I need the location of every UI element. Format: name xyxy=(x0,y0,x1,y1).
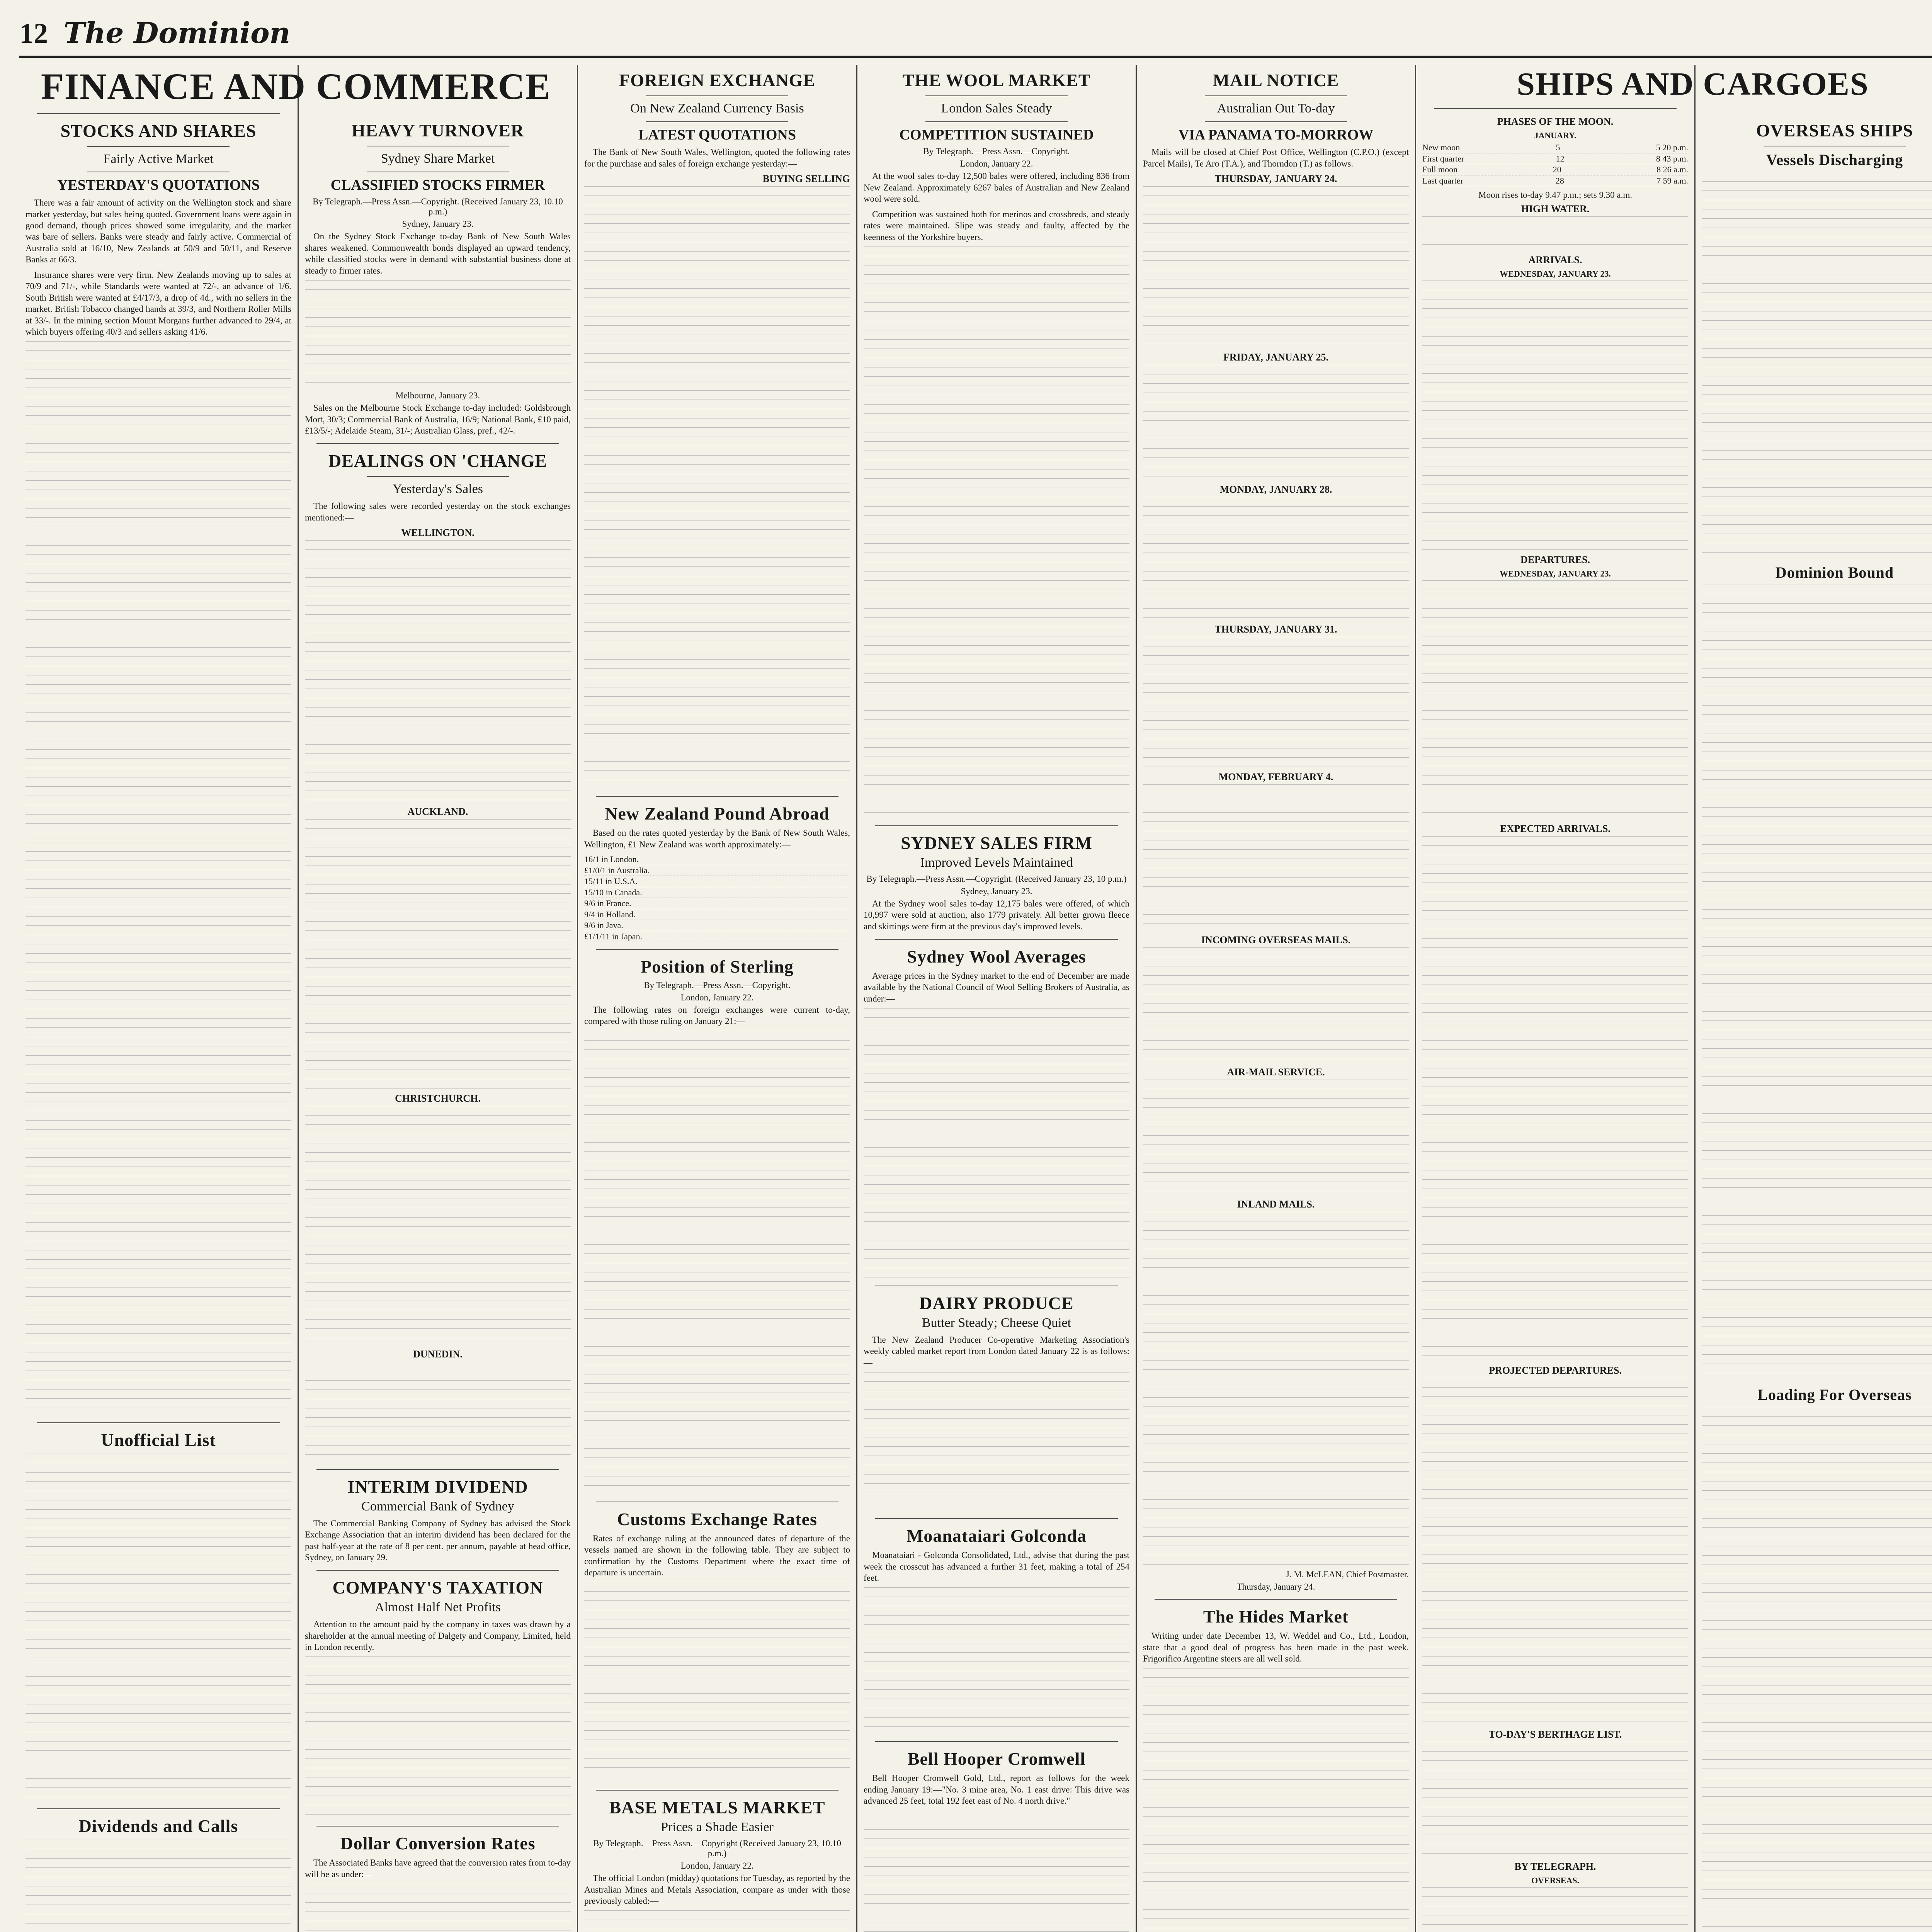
discharging-text xyxy=(1702,172,1932,558)
dominion-bound-text xyxy=(1702,585,1932,1381)
sydney-sales-header xyxy=(864,833,1129,871)
telegraph-line: By Telegraph.—Press Assn.—Copyright. xyxy=(644,980,791,990)
customs-heading: Customs Exchange Rates xyxy=(617,1509,817,1529)
stocks-heading: STOCKS AND SHARES xyxy=(60,121,257,141)
telegraph-line: By Telegraph.—Press Assn.—Copyright. (Received January 23, 10 p.m.) xyxy=(866,874,1127,884)
sydney-market-heading: HEAVY TURNOVER xyxy=(351,121,524,140)
sterling-header xyxy=(584,957,850,977)
arrivals-text xyxy=(1422,281,1688,551)
pound-abroad-header xyxy=(584,804,850,824)
pound-abroad-list xyxy=(584,854,850,942)
divider xyxy=(596,1790,838,1791)
mail-day: FRIDAY, JANUARY 25. xyxy=(1223,352,1329,363)
city-christchurch: CHRISTCHURCH. xyxy=(395,1093,481,1104)
interim-subheading: Commercial Bank of Sydney xyxy=(361,1499,514,1514)
foreign-exchange-subheading: On New Zealand Currency Basis xyxy=(630,101,804,116)
dairy-text xyxy=(864,1372,1129,1511)
list-item: 15/10 in Canada. xyxy=(584,887,850,898)
divider xyxy=(316,443,559,444)
auckland-sales xyxy=(305,819,571,1090)
moon-phases-list xyxy=(1422,142,1688,186)
mail-paragraph: Mails will be closed at Chief Post Office, Wellington (C.P.O.) (except Parcel Mails), Te Aro (T.A.), and Thorndon (T.) as follows. xyxy=(1143,147,1409,168)
wool-averages-paragraph: Average prices in the Sydney market to the end of December are made available by the National Council of Wool Selling Brokers of Australia, as under:— xyxy=(864,971,1129,1003)
wool-averages-header xyxy=(864,947,1129,967)
stocks-subheading: Fairly Active Market xyxy=(103,151,214,166)
golconda-heading: Moanataiari Golconda xyxy=(906,1526,1087,1546)
overseas-ships-header xyxy=(1702,121,1932,169)
masthead xyxy=(19,15,1932,58)
wool-paragraph-1: At the wool sales to-day 12,500 bales were offered, including 836 from New Zealand. Approximately 6267 bales of Australian and New Zealand wool were sold. xyxy=(864,171,1129,204)
taxation-text xyxy=(305,1656,571,1819)
inland-mails-heading: INLAND MAILS. xyxy=(1237,1199,1315,1210)
foreign-exchange-heading: FOREIGN EXCHANGE xyxy=(619,70,815,90)
divider xyxy=(1155,1599,1397,1600)
foreign-exchange-header xyxy=(584,70,850,143)
incoming-mails-heading: INCOMING OVERSEAS MAILS. xyxy=(1201,934,1351,946)
wool-prices-table xyxy=(864,247,1129,818)
stocks-paragraph-1: There was a fair amount of activity on the Wellington stock and share market yesterday, but sales being quoted. Government loans were again in good demand, though prices showed some irregularity, and the market was bare of sellers. Banks were steady and fairly active. Commercial of Australia sold at 16/10, New Zealands at 50/9 and 50/11, and Reserve Banks at 66/3. xyxy=(26,198,291,265)
mail-day: MONDAY, FEBRUARY 4. xyxy=(1218,771,1333,783)
departures-text xyxy=(1422,580,1688,820)
dividends-heading: Dividends and Calls xyxy=(78,1816,238,1836)
unofficial-header xyxy=(26,1430,291,1451)
list-item: £1/1/11 in Japan. xyxy=(584,931,850,942)
interim-paragraph: The Commercial Banking Company of Sydney has advised the Stock Exchange Association that an interim dividend has been declared for the past half-year at the rate of 8 per cent. per annum, payable at head office, Sydney, on January 29. xyxy=(305,1518,571,1562)
list-item: 15/11 in U.S.A. xyxy=(584,876,850,887)
unofficial-heading: Unofficial List xyxy=(101,1430,216,1450)
page-number: 12 xyxy=(19,18,48,49)
city-wellington: WELLINGTON. xyxy=(401,527,474,538)
masthead-left xyxy=(19,17,290,50)
divider xyxy=(875,1741,1118,1742)
divider xyxy=(316,1826,559,1827)
column-3 xyxy=(578,65,857,1932)
dealings-subheading: Yesterday's Sales xyxy=(392,482,483,497)
hides-heading: The Hides Market xyxy=(1203,1607,1349,1627)
quotations-table xyxy=(26,341,291,1415)
sterling-paragraph: The following rates on foreign exchanges were current to-day, compared with those ruling on January 21:— xyxy=(584,1005,850,1026)
divider xyxy=(596,949,838,950)
customs-table xyxy=(584,1582,850,1783)
dominion-bound-heading: Dominion Bound xyxy=(1775,563,1894,581)
divider xyxy=(37,1808,280,1809)
sydney-sales-paragraph: At the Sydney wool sales to-day 12,175 bales were offered, of which 10,997 were sold at auction, also 1779 privately. All better grown fleece and skirtings were firm at the previous day's improved levels. xyxy=(864,898,1129,931)
air-mail-heading: AIR-MAIL SERVICE. xyxy=(1227,1066,1325,1078)
list-item: 16/1 in London. xyxy=(584,854,850,865)
list-item: 9/6 in Java. xyxy=(584,920,850,931)
dealings-paragraph: The following sales were recorded yesterday on the stock exchanges mentioned:— xyxy=(305,501,571,522)
dunedin-sales xyxy=(305,1362,571,1462)
exchange-table xyxy=(584,186,850,789)
dateline: Sydney, January 23. xyxy=(402,219,474,229)
moon-month: JANUARY. xyxy=(1534,131,1577,141)
departures-day: WEDNESDAY, JANUARY 23. xyxy=(1500,569,1611,579)
customs-header xyxy=(584,1509,850,1530)
telegraph-line: By Telegraph.—Press Assn.—Copyright. xyxy=(923,146,1070,156)
golconda-paragraph: Moanataiari - Golconda Consolidated, Ltd., advise that during the past week the crosscut has advanced a further 31 feet, making a total of 254 feet. xyxy=(864,1550,1129,1583)
high-water-heading: HIGH WATER. xyxy=(1521,203,1590,215)
divider xyxy=(646,121,788,122)
golconda-text xyxy=(864,1587,1129,1734)
mail-day: THURSDAY, JANUARY 31. xyxy=(1214,624,1337,635)
base-metals-heading: BASE METALS MARKET xyxy=(609,1798,825,1818)
stocks-paragraph-2: Insurance shares were very firm. New Zealands moving up to sales at 70/9 and 71/-, while Standards were wanted at 72/-, an advance of 1/6. South British were wanted at £4/17/3, a drop of 4d., with no sellers in the market. British Tobacco changed hands at 39/3, and Northern Roller Mills at 33/-. In the mining section Mount Morgans further advanced to 29/4, at which buyers offering 40/3 and sellers asking 41/6. xyxy=(26,270,291,337)
list-item: £1/0/1 in Australia. xyxy=(584,865,850,876)
dairy-header xyxy=(864,1293,1129,1331)
foreign-exchange-heading-2: LATEST QUOTATIONS xyxy=(638,126,796,143)
loading-overseas-text xyxy=(1702,1407,1932,1932)
mail-day-text xyxy=(1143,784,1409,931)
moonrise-line: Moon rises to-day 9.47 p.m.; sets 9.30 a.m. xyxy=(1478,190,1632,200)
loading-overseas-header xyxy=(1702,1386,1932,1404)
cromwell-header xyxy=(864,1749,1129,1769)
finance-banner: FINANCE AND COMMERCE xyxy=(41,66,551,107)
divider xyxy=(875,1518,1118,1519)
telegraph-line: By Telegraph.—Press Assn.—Copyright. (Received January 23, 10.10 p.m.) xyxy=(313,197,563,217)
divider xyxy=(37,1422,280,1423)
cromwell-paragraph: Bell Hooper Cromwell Gold, Ltd., report as follows for the week ending January 19:—"No. 3 mine area, No. 1 east drive: This drive was advanced 25 feet, total 192 feet east of No. 4 north drive." xyxy=(864,1773,1129,1806)
divider xyxy=(87,146,230,147)
dealings-header xyxy=(305,451,571,497)
sydney-sales-heading: SYDNEY SALES FIRM xyxy=(901,833,1092,853)
divider xyxy=(925,121,1068,122)
divider xyxy=(1434,108,1677,109)
telegraph-line: By Telegraph.—Press Assn.—Copyright (Received January 23, 10.10 p.m.) xyxy=(593,1838,841,1859)
wool-market-header xyxy=(864,70,1129,143)
sydney-sales-text xyxy=(305,280,571,388)
column-2 xyxy=(299,65,578,1932)
sydney-sales-subheading: Improved Levels Maintained xyxy=(920,855,1073,870)
wool-paragraph-2: Competition was sustained both for merinos and crossbreds, and steady rates were maintained. Slipe was steady and faulty, affected by the keenness of the Yorkshire buyers. xyxy=(864,209,1129,242)
mail-notice-header xyxy=(1143,70,1409,143)
overseas-label: OVERSEAS. xyxy=(1531,1876,1580,1886)
list-item: New moon 5 5 20 p.m. xyxy=(1422,142,1688,153)
dollar-header xyxy=(305,1833,571,1854)
shipping-banner: SHIPS AND CARGOES xyxy=(1517,66,1869,102)
taxation-paragraph: Attention to the amount paid by the company in taxes was drawn by a shareholder at the annual meeting of Dalgety and Company, Limited, held in London recently. xyxy=(305,1619,571,1652)
melbourne-paragraph: Sales on the Melbourne Stock Exchange to-day included: Goldsbrough Mort, 30/3; Commercial Bank of Australia, 16/9; National Bank, £10 paid, £13/5/-; Adelaide Steam, 31/-; Australian Glass, pref., 42/-. xyxy=(305,403,571,435)
dateline: Sydney, January 23. xyxy=(961,886,1032,896)
hides-text xyxy=(1143,1668,1409,1932)
projected-departures-text xyxy=(1422,1378,1688,1726)
hides-header xyxy=(1143,1607,1409,1627)
interim-header xyxy=(305,1477,571,1515)
divider xyxy=(596,796,838,797)
projected-departures-heading: PROJECTED DEPARTURES. xyxy=(1489,1365,1622,1376)
base-metals-paragraph: The official London (midday) quotations for Tuesday, as reported by the Australian Mines and Metals Association, compare as under with those previously cabled:— xyxy=(584,1873,850,1906)
column-5 xyxy=(1137,65,1416,1932)
sydney-market-heading-2: CLASSIFIED STOCKS FIRMER xyxy=(330,177,545,193)
list-item: 9/4 in Holland. xyxy=(584,909,850,920)
divider xyxy=(1205,121,1347,122)
pound-abroad-paragraph: Based on the rates quoted yesterday by the Bank of New South Wales, Wellington, £1 New Zealand was worth approximately:— xyxy=(584,828,850,849)
divider xyxy=(875,825,1118,826)
columns xyxy=(19,65,1932,1932)
cromwell-heading: Bell Hooper Cromwell xyxy=(907,1749,1086,1769)
taxation-heading: COMPANY'S TAXATION xyxy=(332,1578,543,1598)
arrivals-day: WEDNESDAY, JANUARY 23. xyxy=(1500,269,1611,279)
overseas-ships-heading: OVERSEAS SHIPS xyxy=(1756,121,1913,140)
column-4 xyxy=(857,65,1137,1932)
divider xyxy=(875,939,1118,940)
moon-phases-heading: PHASES OF THE MOON. xyxy=(1497,116,1614,128)
dominion-bound-header xyxy=(1702,564,1932,582)
postmaster-signature: J. M. McLEAN, Chief Postmaster. xyxy=(1286,1570,1409,1580)
mail-date: Thursday, January 24. xyxy=(1236,1582,1315,1592)
dairy-paragraph: The New Zealand Producer Co-operative Marketing Association's weekly cabled market report from London dated January 22 is as follows:— xyxy=(864,1335,1129,1367)
wellington-sales xyxy=(305,540,571,803)
sydney-paragraph-1: On the Sydney Stock Exchange to-day Bank of New South Wales shares weakened. Commonwealth bonds displayed an upward tendency, while classified stocks were in demand with substantial business done at steady to firmer rates. xyxy=(305,231,571,276)
dateline: London, January 22. xyxy=(680,992,754,1002)
expected-arrivals-heading: EXPECTED ARRIVALS. xyxy=(1500,823,1611,835)
stocks-header xyxy=(26,121,291,194)
loading-overseas-heading: Loading For Overseas xyxy=(1757,1386,1912,1403)
sterling-heading: Position of Sterling xyxy=(641,957,794,977)
divider xyxy=(316,1570,559,1571)
dollar-heading: Dollar Conversion Rates xyxy=(340,1833,536,1854)
city-dunedin: DUNEDIN. xyxy=(413,1349,463,1360)
divider xyxy=(37,113,280,114)
wool-averages-heading: Sydney Wool Averages xyxy=(907,947,1086,966)
mail-notice-heading-2: VIA PANAMA TO-MORROW xyxy=(1178,126,1374,143)
mail-day-text xyxy=(1143,637,1409,768)
taxation-header xyxy=(305,1578,571,1616)
dairy-subheading: Butter Steady; Cheese Quiet xyxy=(922,1316,1071,1330)
mail-day: MONDAY, JANUARY 28. xyxy=(1219,484,1332,495)
metals-table xyxy=(584,1910,850,1932)
wool-market-heading: THE WOOL MARKET xyxy=(902,70,1091,90)
column-7 xyxy=(1696,65,1932,1932)
departures-heading: DEPARTURES. xyxy=(1520,554,1590,566)
dairy-heading: DAIRY PRODUCE xyxy=(919,1293,1074,1313)
mail-notice-subheading: Australian Out To-day xyxy=(1217,101,1335,116)
divider xyxy=(367,476,509,477)
dividends-header xyxy=(26,1816,291,1837)
stocks-heading-2: YESTERDAY'S QUOTATIONS xyxy=(57,177,260,194)
dollar-paragraph: The Associated Banks have agreed that the conversion rates from to-day will be as under:— xyxy=(305,1858,571,1879)
dateline: London, January 22. xyxy=(680,1861,754,1871)
wool-averages-table xyxy=(864,1008,1129,1279)
dateline: London, January 22. xyxy=(960,159,1033,169)
wool-market-heading-2: COMPETITION SUSTAINED xyxy=(899,126,1094,143)
interim-heading: INTERIM DIVIDEND xyxy=(347,1477,528,1497)
buying-selling-header: BUYING SELLING xyxy=(762,173,850,185)
divider xyxy=(316,1469,559,1470)
list-item: 9/6 in France. xyxy=(584,898,850,909)
base-metals-header xyxy=(584,1798,850,1835)
customs-paragraph: Rates of exchange ruling at the announced dates of departure of the vessels named are shown in the following table. They are subject to confirmation by the Customs Department where the exact time of departure is uncertain. xyxy=(584,1533,850,1577)
mail-notice-heading: MAIL NOTICE xyxy=(1213,70,1339,90)
dollar-table xyxy=(305,1884,571,1932)
incoming-mails-text xyxy=(1143,947,1409,1063)
list-item: First quarter 12 8 43 p.m. xyxy=(1422,153,1688,165)
expected-arrivals-text xyxy=(1422,836,1688,1362)
discharging-heading: Vessels Discharging xyxy=(1766,151,1903,168)
berthage-heading: TO-DAY'S BERTHAGE LIST. xyxy=(1488,1729,1622,1740)
list-item: Last quarter 28 7 59 a.m. xyxy=(1422,175,1688,187)
paper-name: The Dominion xyxy=(63,17,291,50)
mail-day-text xyxy=(1143,186,1409,349)
list-item: Full moon 20 8 26 a.m. xyxy=(1422,164,1688,175)
mail-day-text xyxy=(1143,497,1409,621)
city-auckland: AUCKLAND. xyxy=(407,806,468,817)
telegraph-heading: BY TELEGRAPH. xyxy=(1514,1861,1596,1872)
high-water-text xyxy=(1422,216,1688,251)
arrivals-heading: ARRIVALS. xyxy=(1528,254,1582,266)
hides-paragraph: Writing under date December 13, W. Weddel and Co., Ltd., London, state that a good deal of progress has been made in the past week. Frigorifico Argentine steers are all well sold. xyxy=(1143,1631,1409,1664)
base-metals-subheading: Prices a Shade Easier xyxy=(661,1820,774,1835)
divider xyxy=(925,95,1068,96)
unofficial-table xyxy=(26,1454,291,1801)
mail-day-text xyxy=(1143,365,1409,481)
foreign-exchange-paragraph: The Bank of New South Wales, Wellington, quoted the following rates for the purchase and sales of foreign exchange yesterday:— xyxy=(584,147,850,168)
pound-abroad-heading: New Zealand Pound Abroad xyxy=(605,804,830,824)
sterling-table xyxy=(584,1031,850,1495)
divider xyxy=(1205,95,1347,96)
sydney-market-header xyxy=(305,121,571,194)
golconda-header xyxy=(864,1526,1129,1546)
sydney-market-subheading: Sydney Share Market xyxy=(381,151,495,166)
dividends-table xyxy=(26,1840,291,1932)
dateline: Melbourne, January 23. xyxy=(395,391,480,401)
dealings-heading: DEALINGS ON 'CHANGE xyxy=(328,451,547,471)
mail-day: THURSDAY, JANUARY 24. xyxy=(1214,173,1337,185)
telegraph-overseas-text xyxy=(1422,1887,1688,1932)
taxation-subheading: Almost Half Net Profits xyxy=(375,1600,501,1615)
air-mail-text xyxy=(1143,1080,1409,1196)
inland-mails-text xyxy=(1143,1212,1409,1567)
wool-market-subheading: London Sales Steady xyxy=(941,101,1052,116)
christchurch-sales xyxy=(305,1106,571,1345)
berthage-text xyxy=(1422,1742,1688,1858)
divider xyxy=(646,95,788,96)
cromwell-text xyxy=(864,1811,1129,1932)
